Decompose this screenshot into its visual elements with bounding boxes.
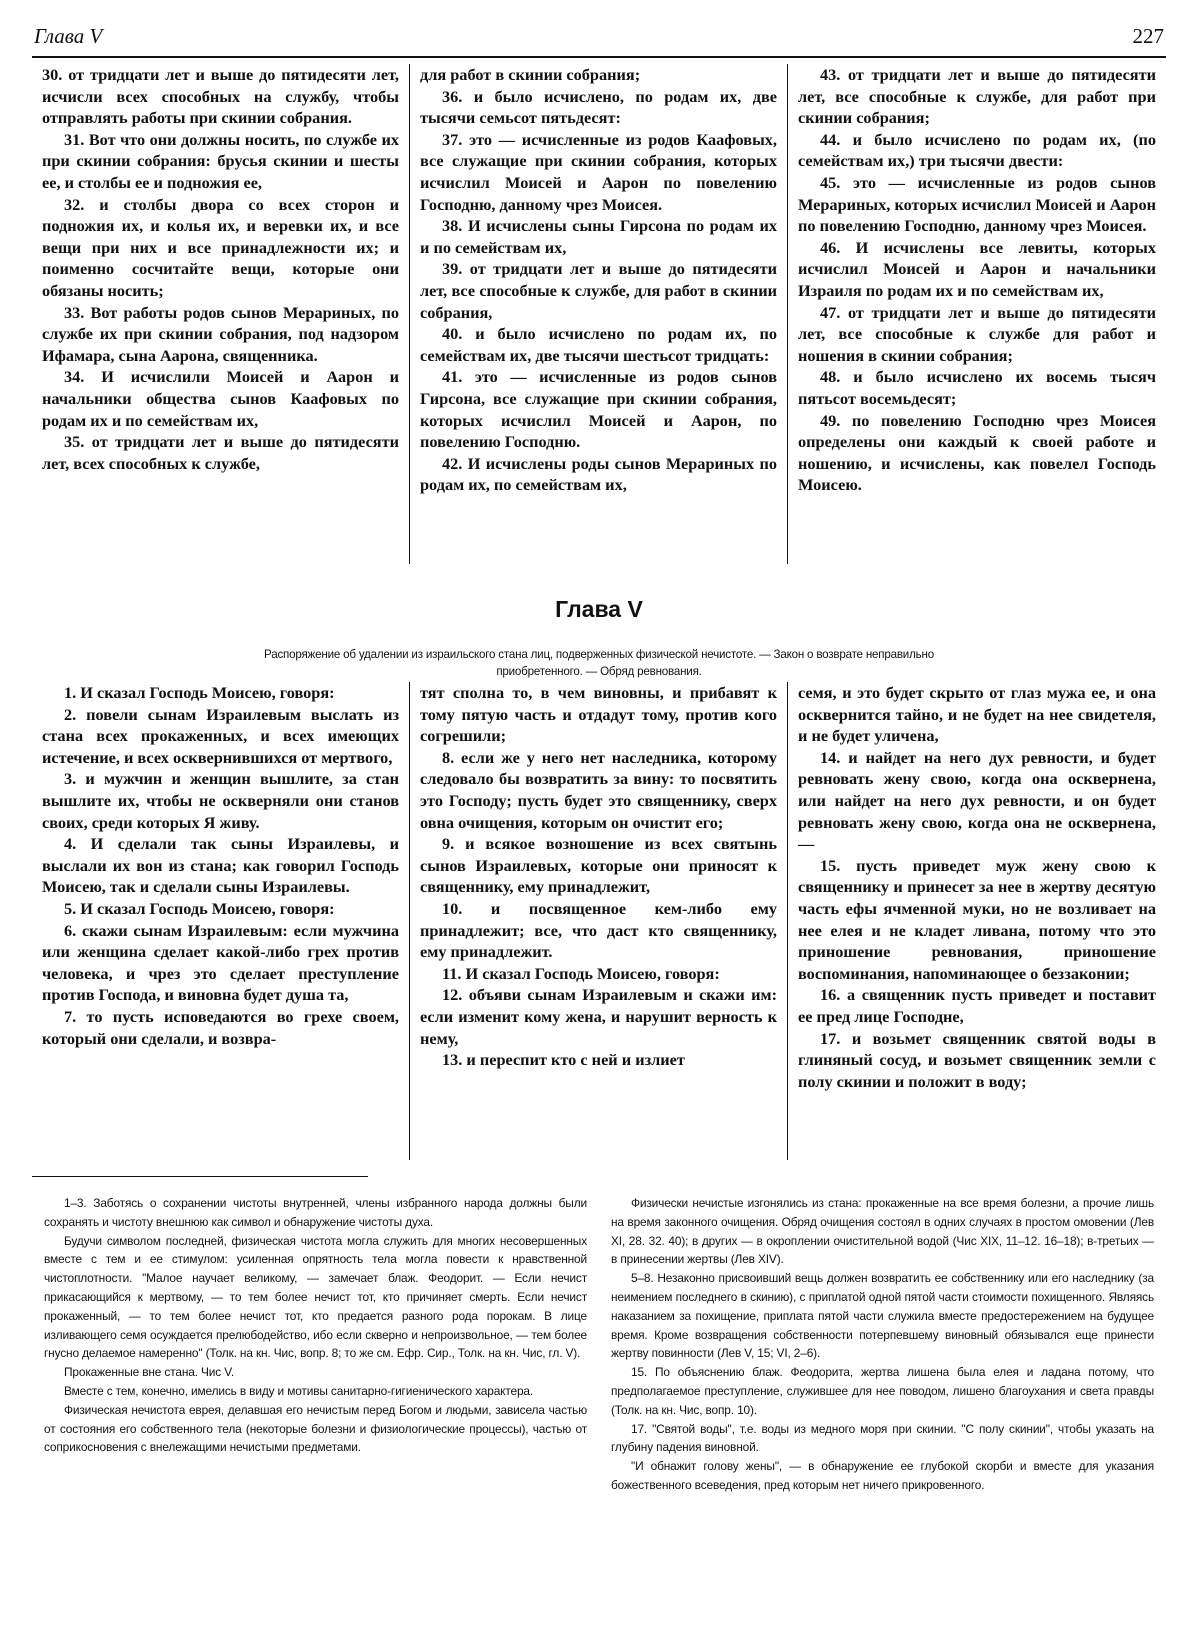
verse: 47. от тридцати лет и выше до пятидесяти лет, все способные к службе для работ и ношения в скинии собрания; <box>798 302 1156 365</box>
verse: 15. пусть приведет муж жену свою к священнику и принесет за нее в жертву десятую часть ефы ячменной муки, но не возливает на нее елея и не кладет ливана, потому что это приношение ревнования, приношение воспоминания, напоминающее о беззаконии; <box>798 855 1156 983</box>
commentary-paragraph: 17. "Святой воды", т.е. воды из медного моря при скинии. "С полу скинии", чтобы указать на глубину падения виновной. <box>611 1421 1154 1455</box>
commentary-paragraph: Будучи символом последней, физическая чистота могла служить для многих несовершенных вместе с тем и ее стимулом: усиленная опрятность тела могла повести к нравственной чистоплотности. "Малое научает великому, — замечает блаж. Феодорит. — Если нечист прикасающийся к мертвому, — то тем более нечист тот, кто причиняет смерть. Если нечист прокаженный, — то тем более нечист тот, кто предается разного рода порокам. В лице изливающего семя осуждается прелюбодейство, ибо если скверно и непроизвольное, — тем более гнусно делаемое намеренно" (Толк. на кн. Чис, вопр. 8; то же см. Ефр. Сир., Толк. на кн. Чис, гл. V). <box>44 1233 587 1361</box>
verse: 42. И исчислены роды сынов Мерариных по родам их, по семействам их, <box>420 453 777 495</box>
commentary-paragraph: Физически нечистые изгонялись из стана: прокаженные на все время болезни, а прочие лишь на время законного очищения. Обряд очищения состоял в одних случаях в простом омовении (Лев XI, 28. 32. 40); в других — в окроплении очистительной водой (Чис XIX, 11–12. 16–18); в-третьих — в принесении жертвы (Лев XIV). <box>611 1196 1154 1267</box>
verse: 32. и столбы двора со всех сторон и подножия их, и колья их, и веревки их, и все вещи при них и все принадлежности их; и поименно сосчитайте вещи, которые они обязаны носить; <box>42 194 399 300</box>
upper-columns <box>32 64 1166 564</box>
verse: 1. И сказал Господь Моисею, говоря: <box>64 683 335 702</box>
commentary-paragraph: 1–3. Заботясь о сохранении чистоты внутренней, члены избранного народа должны были сохранять и чистоту внешнюю как символ и обнаружение чистоты духа. <box>44 1196 587 1229</box>
verse: 16. а священник пусть приведет и поставит ее пред лице Господне, <box>798 985 1156 1026</box>
verse: 35. от тридцати лет и выше до пятидесяти лет, всех способных к службе, <box>42 432 399 473</box>
verse: 10. и посвященное кем-либо ему принадлежит; все, что даст кто священнику, ему принадлежит. <box>420 898 777 962</box>
verse: 41. это — исчисленные из родов сынов Гирсона, все служащие при скинии собрания, которых исчислил Моисей и Аарон, по повелению Господню. <box>420 367 777 452</box>
verse: 49. по повелению Господню чрез Моисея определены они каждый к своей работе и ношению, и исчислены, как повелел Господь Моисею. <box>798 410 1156 495</box>
chapter-summary: Распоряжение об удалении из израильского стана лиц, подверженных физической нечистоте. — Закон о возврате неправильно приобретенного. — Обряд ревнования. <box>264 648 934 678</box>
verse-continuation: тят сполна то, в чем виновны, и прибавят к тому пятую часть и отдадут тому, против кого согрешили; <box>420 683 777 746</box>
verse: 30. от тридцати лет и выше до пятидесяти лет, исчисли всех способных на службу, чтобы отправлять работы при скинии собрания. <box>42 65 399 128</box>
verse-continuation: для работ в скинии собрания; <box>420 65 641 84</box>
lower-columns <box>32 682 1166 1160</box>
verse: 12. объяви сынам Израилевым и скажи им: если изменит кому жена, и нарушит верность к нему, <box>420 985 777 1048</box>
verse: 13. и переспит кто с ней и излиет <box>442 1050 685 1070</box>
verse: 44. и было исчислено по родам их, (по семействам их,) три тысячи двести: <box>798 129 1156 171</box>
running-head-chapter: Глава V <box>34 24 103 48</box>
verse: 5. И сказал Господь Моисею, говоря: <box>64 898 335 918</box>
notes-column-1 <box>32 1194 599 1495</box>
verse: 2. повели сынам Израилевым выслать из стана всех прокаженных, и всех имеющих истечение, и всех осквернившихся от мертвого, <box>42 704 399 767</box>
verse: 9. и всякое возношение из всех святынь сынов Израилевых, которые они приносят к священнику, ему принадлежит, <box>420 834 777 897</box>
verse: 4. И сделали так сыны Израилевы, и выслали их вон из стана; как говорил Господь Моисею, так и сделали сыны Израилевы. <box>42 834 399 897</box>
chapter-title: Глава V <box>555 596 643 622</box>
commentary-paragraph: "И обнажит голову жены", — в обнаружение ее глубокой скорби и вместе для указания божественного всеведения, пред которым нет ничего прикровенного. <box>611 1459 1154 1492</box>
verse: 37. это — исчисленные из родов Каафовых, все служащие при скинии собрания, которых исчислил Моисей и Аарон по повелению Господню, данному чрез Моисея. <box>420 129 777 214</box>
commentary-paragraph: Физическая нечистота еврея, делавшая его нечистым перед Богом и людьми, зависела частью от состояния его собственного тела (некоторые болезни и физиологические процессы), частью от соприкосновения с внележащими нечистыми предметами. <box>44 1402 587 1455</box>
footnote-divider <box>32 1176 368 1177</box>
verse: 34. И исчислили Моисей и Аарон и начальники общества сынов Каафовых по родам их и по семействам их, <box>42 367 399 430</box>
page <box>32 18 1166 1618</box>
verse: 43. от тридцати лет и выше до пятидесяти лет, все способные к службе, для работ при скинии собрания; <box>798 65 1156 128</box>
verse: 31. Вот что они должны носить, по службе их при скинии собрания: брусья скинии и шесты ее, и столбы ее и подножия ее, <box>42 129 399 192</box>
verse: 39. от тридцати лет и выше до пятидесяти лет, все способные к службе, для работ в скинии собрания, <box>420 259 777 322</box>
verse: 7. то пусть исповедаются во грехе своем, который они сделали, и возвра- <box>42 1006 399 1048</box>
commentary-paragraph: 5–8. Незаконно присвоивший вещь должен возвратить ее собственнику или его наследнику (за неимением последнего в скинию), с приплатой одной пятой части стоимости похищенного. Являясь наказанием за похищение, приплата пятой части служила вместе предостережением на будущее время. Кроме возвращения собственности потерпевшему виновный обязывался еще принести жертву повинности (Лев V, 15; VI, 2–6). <box>611 1271 1154 1361</box>
verse: 36. и было исчислено, по родам их, две тысячи семьсот пятьдесят: <box>420 86 777 128</box>
verse: 48. и было исчислено их восемь тысяч пятьсот восемьдесят; <box>798 367 1156 408</box>
commentary-paragraph: 15. По объяснению блаж. Феодорита, жертва лишена была елея и ладана потому, что предполагаемое преступление, служившее для нее поводом, лишено благоухания и света правды (Толк. на кн. Чис, вопр. 10). <box>611 1365 1154 1417</box>
running-header <box>32 18 1166 58</box>
verse: 8. если же у него нет наследника, которому следовало бы возвратить за вину: то посвятить это Господу; пусть будет это священнику, сверх овна очищения, которым он очистит его; <box>420 747 777 832</box>
commentary-notes <box>32 1194 1166 1495</box>
upper-column-3 <box>788 64 1166 564</box>
verse: 46. И исчислены все левиты, которых исчислил Моисей и Аарон и начальники Израиля по родам их и по семействам их, <box>798 237 1156 300</box>
upper-column-2 <box>410 64 788 564</box>
page-number: 227 <box>1132 24 1164 48</box>
verse: 33. Вот работы родов сынов Мерариных, по службе их при скинии собрания, под надзором Ифамара, сына Аарона, священника. <box>42 302 399 365</box>
commentary-paragraph: Прокаженные вне стана. Чис V. <box>64 1365 235 1380</box>
lower-column-1 <box>32 682 410 1160</box>
verse: 3. и мужчин и женщин вышлите, за стан вышлите их, чтобы не оскверняли они станов своих, среди которых Я живу. <box>42 769 399 832</box>
upper-column-1 <box>32 64 410 564</box>
verse: 6. скажи сынам Израилевым: если мужчина или женщина сделает какой-либо грех против человека, и чрез это сделает преступление против Господа, и виновна будет душа та, <box>42 920 399 1005</box>
verse: 17. и возьмет священник святой воды в глиняный сосуд, и возьмет священник земли с полу скинии и положит в воду; <box>798 1028 1156 1091</box>
verse: 45. это — исчисленные из родов сынов Мерариных, которых исчислил Моисей и Аарон по повелению Господню, данному чрез Моисея. <box>798 172 1156 236</box>
verse-continuation: семя, и это будет скрыто от глаз мужа ее, и она осквернится тайно, и не будет на нее свидетеля, и не будет уличена, <box>798 683 1156 746</box>
commentary-paragraph: Вместе с тем, конечно, имелись в виду и мотивы санитарно-гигиенического характера. <box>64 1383 534 1398</box>
verse: 40. и было исчислено по родам их, по семействам их, две тысячи шестьсот тридцать: <box>420 324 777 365</box>
notes-column-2 <box>599 1194 1166 1495</box>
verse: 11. И сказал Господь Моисею, говоря: <box>442 963 720 983</box>
verse: 38. И исчислены сыны Гирсона по родам их и по семействам их, <box>420 216 777 257</box>
lower-column-2 <box>410 682 788 1160</box>
lower-column-3 <box>788 682 1166 1160</box>
verse: 14. и найдет на него дух ревности, и будет ревновать жену свою, когда она осквернена, или найдет на него дух ревности, и он будет ревновать жену свою, когда она не осквернена, — <box>798 747 1156 854</box>
